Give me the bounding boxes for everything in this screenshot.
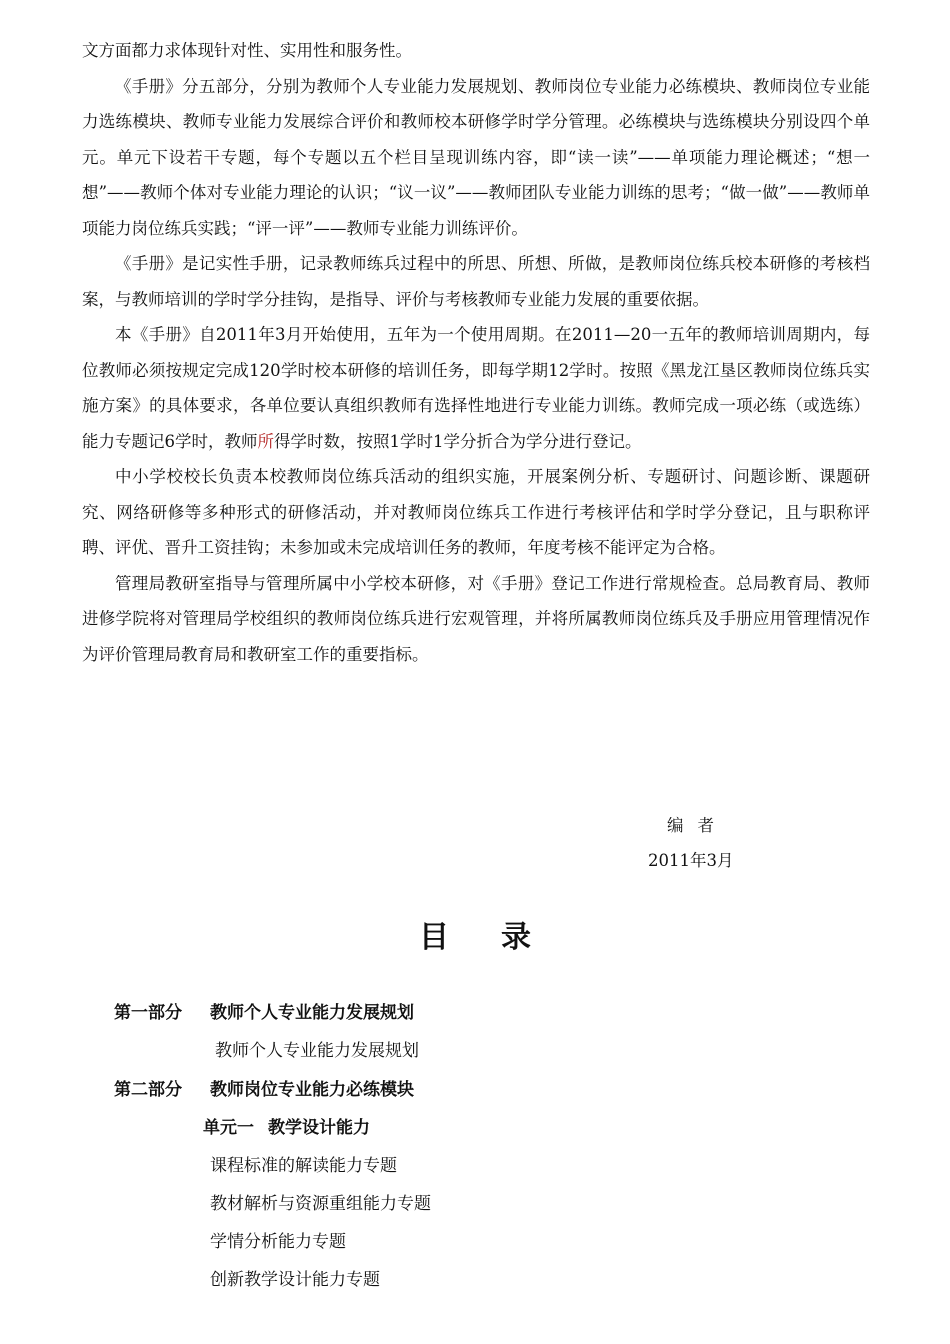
toc-part-1-number: 第一部分 xyxy=(114,1003,182,1023)
toc-unit-1-item-2: 教材解析与资源重组能力专题 xyxy=(210,1194,431,1214)
preface-red-char: 所 xyxy=(257,431,274,451)
preface-paragraph-1: 《手册》分五部分，分别为教师个人专业能力发展规划、教师岗位专业能力必练模块、教师岗位专业能力选练模块、教师专业能力发展综合评价和教师校本研修学时学分管理。必练模块与选练模块分别设四个单元。单元下设若干专题，每个专题以五个栏目呈现训练内容，即“读一读”——单项能力理论概述；“想一想”——教师个体对专业能力理论的认识；“议一议”——教师团队专业能力训练的思考；“做一做”——教师单项能力岗位练兵实践；“评一评”——教师专业能力训练评价。 xyxy=(82,76,870,238)
preface-paragraph-5: 管理局教研室指导与管理所属中小学校本研修，对《手册》登记工作进行常规检查。总局教育局、教师进修学院将对管理局学校组织的教师岗位练兵进行宏观管理，并将所属教师岗位练兵及手册应用管理情况作为评价管理局教育局和教研室工作的重要指标。 xyxy=(82,573,870,664)
preface-paragraph-4: 中小学校校长负责本校教师岗位练兵活动的组织实施，开展案例分析、专题研讨、问题诊断、课题研究、网络研修等多种形式的研修活动，并对教师岗位练兵工作进行考核评估和学时学分登记，且与职称评聘、评优、晋升工资挂钩；未参加或未完成培训任务的教师，年度考核不能评定为合格。 xyxy=(82,467,870,557)
toc-title: 目录 xyxy=(419,920,583,955)
toc-unit-1-item-1: 课程标准的解读能力专题 xyxy=(210,1156,397,1176)
toc-part-1 xyxy=(114,1000,414,1026)
toc-part-1-title: 教师个人专业能力发展规划 xyxy=(210,1003,414,1023)
preface-line-first: 文方面都力求体现针对性、实用性和服务性。 xyxy=(82,41,412,60)
preface-body xyxy=(82,33,870,672)
preface-date: 2011年3月 xyxy=(648,851,734,870)
preface-paragraph-3-part-b: 得学时数，按照1学时1学分折合为学分进行登记。 xyxy=(274,431,642,451)
toc-part-2-title: 教师岗位专业能力必练模块 xyxy=(210,1080,414,1100)
toc-unit-1-item-4: 创新教学设计能力专题 xyxy=(210,1270,380,1290)
toc-part-2-number: 第二部分 xyxy=(114,1080,182,1100)
toc-unit-1-number: 单元一 xyxy=(203,1118,254,1138)
preface-paragraph-2: 《手册》是记实性手册，记录教师练兵过程中的所思、所想、所做，是教师岗位练兵校本研修的考核档案，与教师培训的学时学分挂钩，是指导、评价与考核教师专业能力发展的重要依据。 xyxy=(82,254,870,309)
toc-part-1-item-1: 教师个人专业能力发展规划 xyxy=(215,1041,419,1061)
preface-signature: 编者 xyxy=(667,816,728,835)
preface-paragraph-3-part-a: 本《手册》自2011年3月开始使用，五年为一个使用周期。在2011—20一五年的教师培训周期内，每位教师必须按规定完成120学时校本研修的培训任务，即每学期12学时。按照《黑龙江垦区教师岗位练兵实施方案》的具体要求，各单位要认真组织教师有选择性地进行专业能力训练。教师完成一项必练（或选练）能力专题记6学时，教师 xyxy=(82,325,870,451)
toc-unit-1-title: 教学设计能力 xyxy=(268,1118,370,1138)
preface-paragraph-3 xyxy=(82,317,870,459)
toc-unit-1 xyxy=(203,1115,370,1141)
toc-unit-1-item-3: 学情分析能力专题 xyxy=(210,1232,346,1252)
toc-part-2 xyxy=(114,1077,414,1103)
